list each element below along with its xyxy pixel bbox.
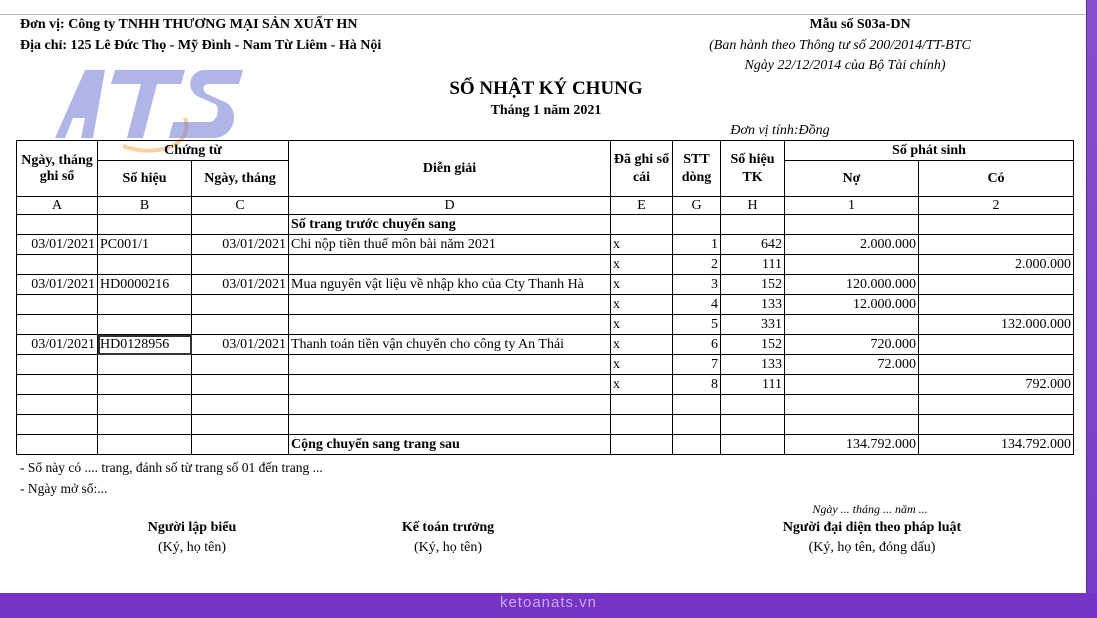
cell-tk[interactable]: 111 [721,255,785,275]
signature-sub: (Ký, họ tên) [157,540,227,555]
cell-no[interactable] [98,375,192,395]
cell-tk[interactable]: 133 [721,355,785,375]
cell-tk[interactable] [721,395,785,415]
cell-stt[interactable]: 5 [673,315,721,335]
cell-credit[interactable] [919,335,1074,355]
table-cell[interactable] [17,215,98,235]
cell-posted[interactable]: x [611,335,673,355]
cell-desc[interactable] [289,315,611,335]
table-cell[interactable] [785,215,919,235]
document-period: Tháng 1 năm 2021 [490,103,602,118]
cell-desc[interactable] [289,375,611,395]
cell-desc[interactable] [289,415,611,435]
cell-date[interactable] [17,375,98,395]
letter-cell[interactable]: 2 [919,197,1074,215]
table-row [17,335,1074,355]
carried-forward-label[interactable]: Số trang trước chuyển sang [289,215,611,235]
cell-date[interactable]: 03/01/2021 [17,335,98,355]
total-credit[interactable]: 134.792.000 [919,435,1074,455]
cell-debit[interactable]: 2.000.000 [785,235,919,255]
cell-debit[interactable] [785,315,919,335]
window-scrollbar[interactable] [1086,0,1097,596]
signature-legal-rep [752,520,992,556]
cell-no[interactable]: HD0128956 [98,335,192,355]
watermark: ketoanats.vn [499,594,598,611]
note-opened: - Ngày mở sổ:... [20,481,108,496]
carried-forward-row [17,215,1074,235]
cell-date[interactable]: 03/01/2021 [17,235,98,255]
cell-date[interactable] [17,415,98,435]
sheet-top-border [0,14,1097,15]
table-cell[interactable] [192,215,289,235]
cell-credit[interactable] [919,235,1074,255]
total-label[interactable]: Cộng chuyển sang trang sau [289,435,611,455]
cell-debit[interactable]: 12.000.000 [785,295,919,315]
cell-debit[interactable] [785,255,919,275]
cell-no[interactable]: PC001/1 [98,235,192,255]
table-row [17,375,1074,395]
cell-posted[interactable] [611,415,673,435]
cell-no[interactable] [98,355,192,375]
table-cell[interactable] [17,435,98,455]
cell-credit[interactable] [919,275,1074,295]
signature-sub: (Ký, họ tên) [413,540,483,555]
cell-vdate[interactable]: 03/01/2021 [192,335,289,355]
sign-date: Ngày ... tháng ... năm ... [812,502,928,516]
col-description[interactable]: Diễn giải [289,141,611,197]
signature-title: Kế toán trưởng [401,520,495,535]
cell-desc[interactable]: Mua nguyên vật liệu về nhập kho của Cty Thanh Hà [289,275,611,295]
cell-debit[interactable] [785,375,919,395]
letter-cell[interactable]: B [98,197,192,215]
cell-stt[interactable]: 8 [673,375,721,395]
table-cell[interactable] [611,215,673,235]
cell-date[interactable]: 03/01/2021 [17,275,98,295]
form-code: Mẫu số S03a-DN [809,17,911,32]
cell-no[interactable] [98,295,192,315]
cell-posted[interactable]: x [611,275,673,295]
company-address: Địa chỉ: 125 Lê Đức Thọ - Mỹ Đình - Nam Từ Liêm - Hà Nội [20,38,382,53]
letter-cell[interactable]: H [721,197,785,215]
letter-cell[interactable]: C [192,197,289,215]
letter-row [17,197,1074,215]
cell-credit[interactable]: 792.000 [919,375,1074,395]
cell-desc[interactable] [289,355,611,375]
cell-date[interactable] [17,295,98,315]
table-row [17,415,1074,435]
letter-cell[interactable]: A [17,197,98,215]
cell-no[interactable] [98,255,192,275]
cell-desc[interactable] [289,255,611,275]
cell-stt[interactable]: 1 [673,235,721,255]
letter-cell[interactable]: 1 [785,197,919,215]
cell-desc[interactable] [289,295,611,315]
table-cell[interactable] [192,435,289,455]
cell-vdate[interactable] [192,375,289,395]
col-posted[interactable]: Đã ghi sổ cái [611,141,673,197]
cell-vdate[interactable] [192,355,289,375]
cell-no[interactable] [98,315,192,335]
table-cell[interactable] [673,435,721,455]
cell-posted[interactable]: x [611,235,673,255]
total-debit[interactable]: 134.792.000 [785,435,919,455]
cell-no[interactable]: HD0000216 [98,275,192,295]
journal-table [16,140,1074,455]
col-account[interactable]: Số hiệu TK [721,141,785,197]
cell-no[interactable] [98,395,192,415]
cell-tk[interactable]: 642 [721,235,785,255]
col-voucher[interactable]: Chứng từ [98,141,289,161]
cell-posted[interactable]: x [611,255,673,275]
cell-debit[interactable] [785,415,919,435]
table-cell[interactable] [98,435,192,455]
col-voucher-no[interactable]: Số hiệu [98,161,192,197]
document-title: SỔ NHẬT KÝ CHUNG [449,78,643,99]
form-issued-date: Ngày 22/12/2014 của Bộ Tài chính) [744,58,946,73]
col-debit[interactable]: Nợ [785,161,919,197]
cell-desc[interactable]: Thanh toán tiền vận chuyển cho công ty An Thái [289,335,611,355]
cell-date[interactable] [17,255,98,275]
currency-unit: Đơn vị tính:Đồng [730,123,830,138]
letter-cell[interactable]: G [673,197,721,215]
cell-debit[interactable] [785,395,919,415]
cell-date[interactable] [17,355,98,375]
table-row [17,275,1074,295]
cell-vdate[interactable] [192,255,289,275]
signature-chief-accountant [368,520,528,556]
table-row [17,295,1074,315]
signature-title: Người đại diện theo pháp luật [782,520,962,535]
cell-vdate[interactable] [192,315,289,335]
cell-stt[interactable]: 6 [673,335,721,355]
table-row [17,355,1074,375]
cell-debit[interactable]: 120.000.000 [785,275,919,295]
cell-tk[interactable]: 152 [721,335,785,355]
cell-desc[interactable]: Chi nộp tiền thuế môn bài năm 2021 [289,235,611,255]
total-row [17,435,1074,455]
table-cell[interactable] [919,215,1074,235]
signature-sub: (Ký, họ tên, đóng dấu) [808,540,936,555]
cell-tk[interactable]: 331 [721,315,785,335]
cell-posted[interactable]: x [611,295,673,315]
cell-stt[interactable]: 3 [673,275,721,295]
cell-tk[interactable]: 133 [721,295,785,315]
cell-stt[interactable]: 4 [673,295,721,315]
cell-vdate[interactable]: 03/01/2021 [192,235,289,255]
table-row [17,235,1074,255]
cell-credit[interactable]: 2.000.000 [919,255,1074,275]
cell-stt[interactable]: 2 [673,255,721,275]
col-date-recorded[interactable]: Ngày, tháng ghi sổ [17,141,98,197]
cell-posted[interactable]: x [611,355,673,375]
cell-vdate[interactable] [192,415,289,435]
cell-credit[interactable] [919,395,1074,415]
table-cell[interactable] [673,215,721,235]
header-row-1 [17,141,1074,161]
form-issued: (Ban hành theo Thông tư số 200/2014/TT-BTC [709,38,971,53]
cell-tk[interactable]: 111 [721,375,785,395]
signature-preparer [112,520,272,556]
table-cell[interactable] [721,435,785,455]
cell-vdate[interactable] [192,295,289,315]
cell-vdate[interactable] [192,395,289,415]
cell-date[interactable] [17,395,98,415]
company-unit: Đơn vị: Công ty TNHH THƯƠNG MẠI SẢN XUẤT HN [20,17,358,32]
cell-stt[interactable] [673,415,721,435]
table-cell[interactable] [611,435,673,455]
ledger-body [17,235,1074,435]
note-pages: - Sổ này có .... trang, đánh số từ trang số 01 đến trang ... [20,460,323,475]
table-cell[interactable] [721,215,785,235]
letter-cell[interactable]: D [289,197,611,215]
table-row [17,395,1074,415]
cell-no[interactable] [98,415,192,435]
cell-credit[interactable] [919,355,1074,375]
col-amount[interactable]: Số phát sinh [785,141,1074,161]
table-row [17,315,1074,335]
col-credit[interactable]: Có [919,161,1074,197]
cell-stt[interactable] [673,395,721,415]
table-cell[interactable] [98,215,192,235]
cell-posted[interactable] [611,395,673,415]
cell-debit[interactable]: 72.000 [785,355,919,375]
col-voucher-date[interactable]: Ngày, tháng [192,161,289,197]
letter-cell[interactable]: E [611,197,673,215]
cell-credit[interactable] [919,295,1074,315]
col-line-no[interactable]: STT dòng [673,141,721,197]
table-row [17,255,1074,275]
cell-posted[interactable]: x [611,315,673,335]
cell-vdate[interactable]: 03/01/2021 [192,275,289,295]
cell-tk[interactable] [721,415,785,435]
cell-credit[interactable]: 132.000.000 [919,315,1074,335]
cell-stt[interactable]: 7 [673,355,721,375]
signature-title: Người lập biểu [147,520,237,535]
cell-credit[interactable] [919,415,1074,435]
cell-debit[interactable]: 720.000 [785,335,919,355]
cell-posted[interactable]: x [611,375,673,395]
cell-date[interactable] [17,315,98,335]
cell-tk[interactable]: 152 [721,275,785,295]
cell-desc[interactable] [289,395,611,415]
